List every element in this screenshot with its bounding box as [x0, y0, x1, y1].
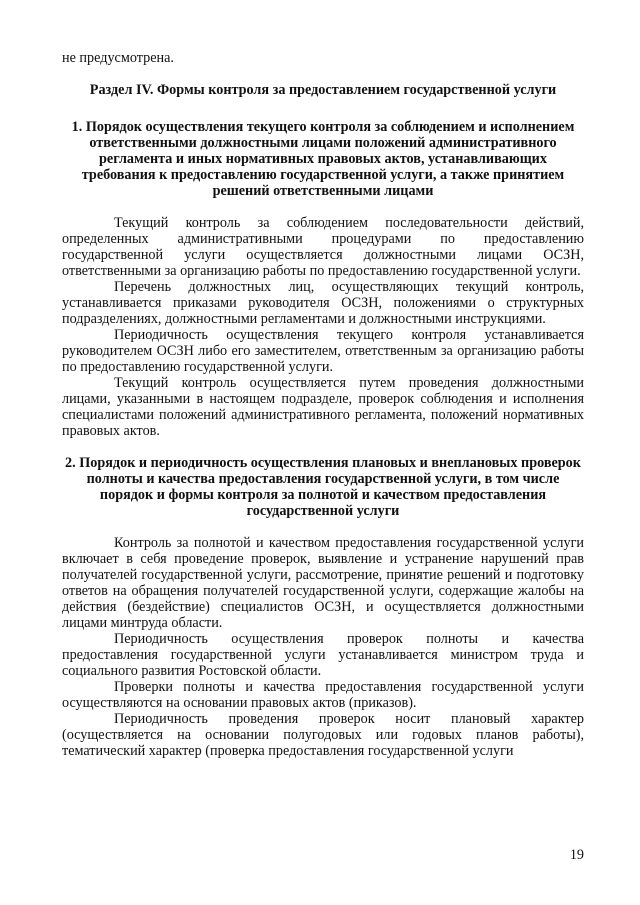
- paragraph: Периодичность проведения проверок носит плановый характер (осуществляется на основании полугодовых или годовых планов работы), тематический характер (проверка предоставления государственной услуги: [62, 711, 584, 759]
- page-number: 19: [569, 847, 584, 863]
- continuation-text: не предусмотрена.: [62, 50, 174, 66]
- paragraph: Текущий контроль осуществляется путем проведения должностными лицами, указанными в настоящем подразделе, проверок соблюдения и исполнения специалистами положений административного регламента, положений нормативных правовых актов.: [62, 375, 584, 439]
- paragraph: Перечень должностных лиц, осуществляющих текущий контроль, устанавливается приказами руководителя ОСЗН, положениями о структурных подразделениях, должностными регламентами и должностными инструкциями.: [62, 279, 584, 327]
- subsection-1-title: 1. Порядок осуществления текущего контроля за соблюдением и исполнением ответственными должностными лицами положений административного регламента и иных нормативных правовых актов, устанавливающих требования к предоставлению государственной услуги, а также принятием решений ответственными лицами: [71, 119, 575, 199]
- page-content: [62, 50, 584, 759]
- paragraph: Контроль за полнотой и качеством предоставления государственной услуги включает в себя проведение проверок, выявление и устранение нарушений прав получателей государственной услуги, рассмотрение, принятие решений и подготовку ответов на обращения получателей государственной услуги, содержащие жалобы на действия (бездействие) специалистов ОСЗН, и осуществляется должностными лицами минтруда области.: [62, 535, 584, 631]
- paragraph: Проверки полноты и качества предоставления государственной услуги осуществляются на основании правовых актов (приказов).: [62, 679, 584, 711]
- paragraph: Периодичность осуществления проверок полноты и качества предоставления государственной услуги устанавливается министром труда и социального развития Ростовской области.: [62, 631, 584, 679]
- paragraph: Периодичность осуществления текущего контроля устанавливается руководителем ОСЗН либо его заместителем, ответственным за организацию работы по предоставлению государственной услуги.: [62, 327, 584, 375]
- subsection-2-title: 2. Порядок и периодичность осуществления плановых и внеплановых проверок полноты и качества предоставления государственной услуги, в том числе порядок и формы контроля за полнотой и качеством предоставления государственной услуги: [65, 455, 581, 519]
- paragraph: Текущий контроль за соблюдением последовательности действий, определенных административными процедурами по предоставлению государственной услуги осуществляется должностными лицами ОСЗН, ответственными за организацию работы по предоставлению государственной услуги.: [62, 215, 584, 279]
- section-title: Раздел IV. Формы контроля за предоставлением государственной услуги: [89, 82, 557, 98]
